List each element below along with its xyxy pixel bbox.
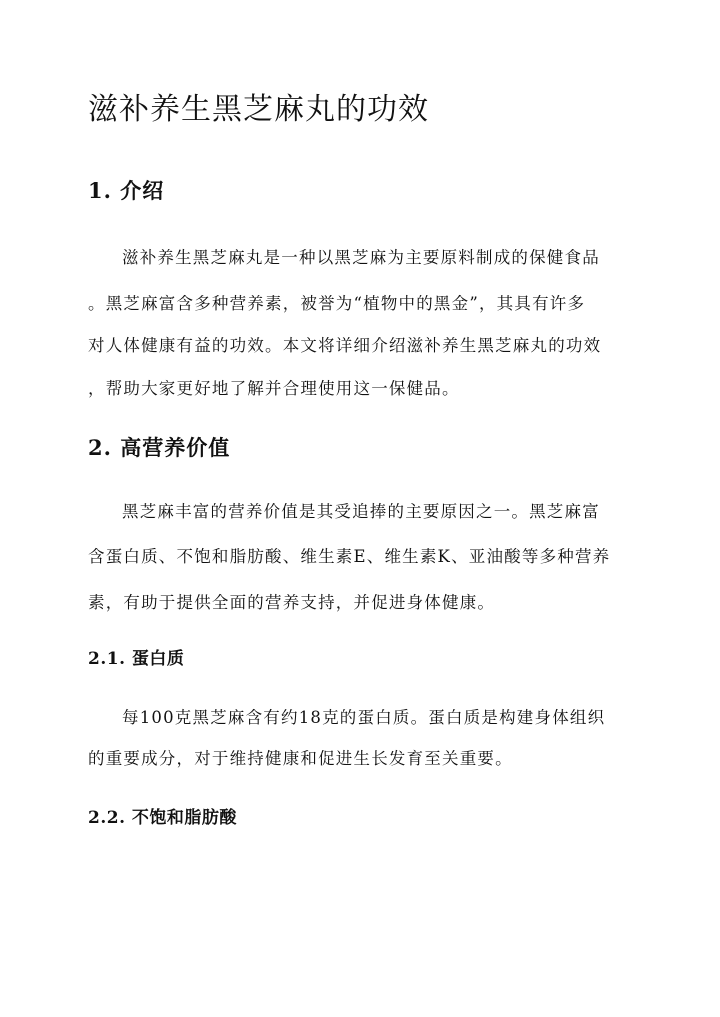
subsection-heading-fatty-acids: 2.2. 不饱和脂肪酸 <box>88 808 237 828</box>
paragraph-line: 黑芝麻丰富的营养价值是其受追捧的主要原因之一。黑芝麻富 <box>122 502 600 521</box>
paragraph-line: 含蛋白质、不饱和脂肪酸、维生素E、维生素K、亚油酸等多种营养 <box>88 547 611 566</box>
paragraph-line: 每100克黑芝麻含有约18克的蛋白质。蛋白质是构建身体组织 <box>122 708 606 727</box>
paragraph-line: 素，有助于提供全面的营养支持，并促进身体健康。 <box>88 593 496 612</box>
paragraph-line: 滋补养生黑芝麻丸是一种以黑芝麻为主要原料制成的保健食品 <box>122 248 600 267</box>
section-heading-intro: 1. 介绍 <box>88 178 165 203</box>
paragraph-line: 的重要成分，对于维持健康和促进生长发育至关重要。 <box>88 749 513 768</box>
subsection-heading-protein: 2.1. 蛋白质 <box>88 649 185 669</box>
section-heading-nutrition: 2. 高营养价值 <box>88 435 231 460</box>
paragraph-line: 。黑芝麻富含多种营养素，被誉为“植物中的黑金”，其具有许多 <box>88 294 586 313</box>
paragraph-line: 对人体健康有益的功效。本文将详细介绍滋补养生黑芝麻丸的功效 <box>88 336 602 355</box>
paragraph-line: ，帮助大家更好地了解并合理使用这一保健品。 <box>88 379 460 398</box>
document-title: 滋补养生黑芝麻丸的功效 <box>88 92 429 127</box>
